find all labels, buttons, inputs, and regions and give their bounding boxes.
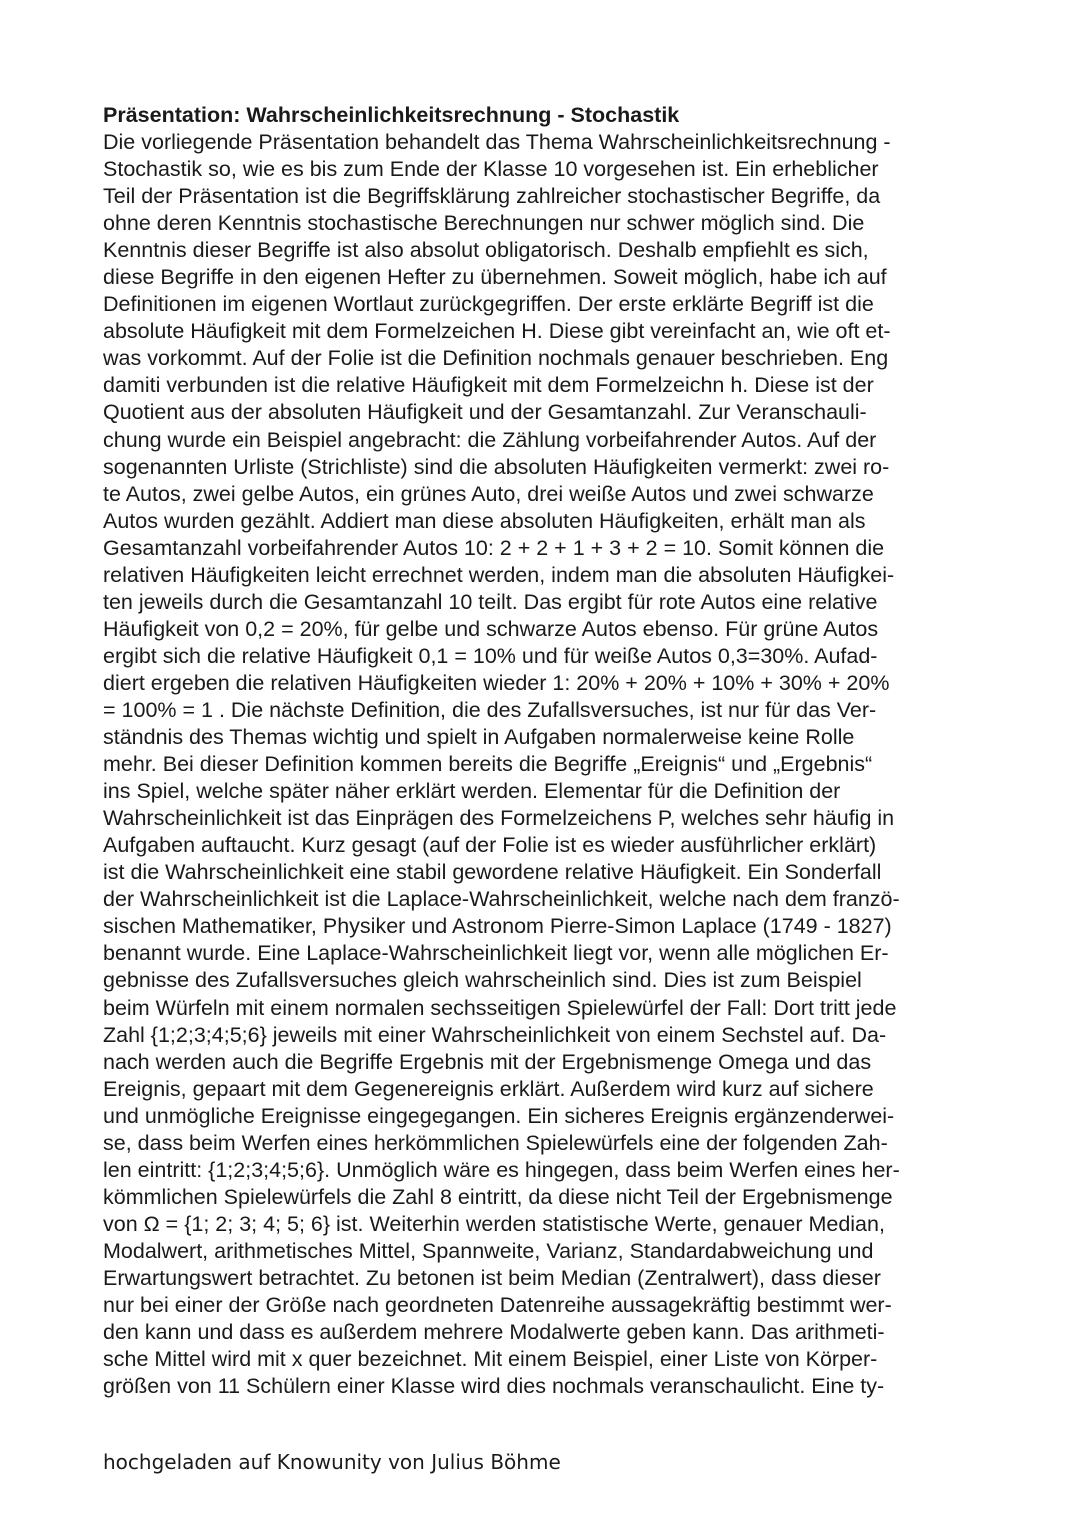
body-text-line: Kenntnis dieser Begriffe ist also absolut obligatorisch. Deshalb empfiehlt es sich,: [103, 238, 869, 263]
body-text-line: = 100% = 1 . Die nächste Definition, die des Zufallsversuches, ist nur für das Ver-: [103, 697, 877, 722]
body-text-line: Die vorliegende Präsentation behandelt das Thema Wahrscheinlichkeitsrechnung -: [103, 130, 891, 154]
body-text-line: was vorkommt. Auf der Folie ist die Definition nochmals genauer beschrieben. Eng: [103, 346, 889, 371]
body-text-line: se, dass beim Werfen eines herkömmlichen Spielewürfels eine der folgenden Zah-: [103, 1130, 888, 1155]
body-text-line: Aufgaben auftaucht. Kurz gesagt (auf der Folie ist es wieder ausführlicher erklärt): [103, 833, 877, 858]
body-text-line: Definitionen im eigenen Wortlaut zurückgegriffen. Der erste erklärte Begriff ist die: [103, 292, 874, 317]
body-text-line: Quotient aus der absoluten Häufigkeit und der Gesamtanzahl. Zur Veranschauli-: [103, 400, 867, 425]
body-text-line: von Ω = {1; 2; 3; 4; 5; 6} ist. Weiterhin werden statistische Werte, genauer Median,: [103, 1211, 885, 1236]
body-text-line: den kann und dass es außerdem mehrere Modalwerte geben kann. Das arithmeti-: [103, 1320, 885, 1345]
body-text-line: absolute Häufigkeit mit dem Formelzeichen H. Diese gibt vereinfacht an, wie oft et-: [103, 319, 891, 344]
body-text-line: Erwartungswert betrachtet. Zu betonen ist beim Median (Zentralwert), dass dieser: [103, 1265, 881, 1290]
body-text-line: Wahrscheinlichkeit ist das Einprägen des Formelzeichens P, welches sehr häufig in: [103, 806, 895, 831]
document-body: [103, 129, 1003, 1400]
body-text-line: Gesamtanzahl vorbeifahrender Autos 10: 2 + 2 + 1 + 3 + 2 = 10. Somit können die: [103, 535, 885, 560]
body-text-line: relativen Häufigkeiten leicht errechnet werden, indem man die absoluten Häufigkei-: [103, 562, 895, 587]
body-text-line: diese Begriffe in den eigenen Hefter zu übernehmen. Soweit möglich, habe ich auf: [103, 265, 887, 290]
body-text-line: Zahl {1;2;3;4;5;6} jeweils mit einer Wahrscheinlichkeit von einem Sechstel auf. Da-: [103, 1022, 887, 1047]
body-text-line: te Autos, zwei gelbe Autos, ein grünes Auto, drei weiße Autos und zwei schwarze: [103, 481, 874, 506]
body-text-line: benannt wurde. Eine Laplace-Wahrscheinlichkeit liegt vor, wenn alle möglichen Er-: [103, 941, 889, 966]
body-text-line: Modalwert, arithmetisches Mittel, Spannweite, Varianz, Standardabweichung und: [103, 1238, 874, 1263]
document-title: Präsentation: Wahrscheinlichkeitsrechnung - Stochastik: [103, 103, 680, 127]
body-text-line: Stochastik so, wie es bis zum Ende der Klasse 10 vorgesehen ist. Ein erheblicher: [103, 157, 879, 182]
body-text-line: ist die Wahrscheinlichkeit eine stabil gewordene relative Häufigkeit. Ein Sonderfall: [103, 860, 882, 885]
body-text-line: der Wahrscheinlichkeit ist die Laplace-Wahrscheinlichkeit, welche nach dem franzö-: [103, 887, 900, 912]
body-text-line: ohne deren Kenntnis stochastische Berechnungen nur schwer möglich sind. Die: [103, 211, 865, 236]
body-text-line: sogenannten Urliste (Strichliste) sind die absoluten Häufigkeiten vermerkt: zwei ro-: [103, 454, 890, 479]
body-text-line: beim Würfeln mit einem normalen sechsseitigen Spielewürfel der Fall: Dort tritt jede: [103, 995, 897, 1020]
body-text-line: len eintritt: {1;2;3;4;5;6}. Unmöglich wäre es hingegen, dass beim Werfen eines her-: [103, 1157, 900, 1182]
body-text-line: sche Mittel wird mit x quer bezeichnet. Mit einem Beispiel, einer Liste von Körper-: [103, 1347, 878, 1372]
body-text-line: Teil der Präsentation ist die Begriffsklärung zahlreicher stochastischer Begriffe, da: [103, 184, 881, 209]
body-text-line: größen von 11 Schülern einer Klasse wird dies nochmals veranschaulicht. Eine ty-: [103, 1374, 885, 1399]
body-text-line: chung wurde ein Beispiel angebracht: die Zählung vorbeifahrender Autos. Auf der: [103, 427, 877, 452]
body-text-line: Autos wurden gezählt. Addiert man diese absoluten Häufigkeiten, erhält man als: [103, 508, 866, 533]
body-text-line: Ereignis, gepaart mit dem Gegenereignis erklärt. Außerdem wird kurz auf sichere: [103, 1076, 874, 1101]
body-text-line: gebnisse des Zufallsversuches gleich wahrscheinlich sind. Dies ist zum Beispiel: [103, 968, 862, 993]
body-text-line: ten jeweils durch die Gesamtanzahl 10 teilt. Das ergibt für rote Autos eine relative: [103, 589, 878, 614]
body-text-line: ergibt sich die relative Häufigkeit 0,1 = 10% und für weiße Autos 0,3=30%. Aufad-: [103, 643, 878, 668]
body-text-line: kömmlichen Spielewürfels die Zahl 8 eintritt, da diese nicht Teil der Ergebnismenge: [103, 1184, 893, 1209]
body-text-line: ins Spiel, welche später näher erklärt werden. Elementar für die Definition der: [103, 779, 841, 804]
body-text-line: diert ergeben die relativen Häufigkeiten wieder 1: 20% + 20% + 10% + 30% + 20%: [103, 670, 890, 695]
body-text-line: nur bei einer der Größe nach geordneten Datenreihe aussagekräftig bestimmt wer-: [103, 1293, 892, 1318]
body-text-line: damiti verbunden ist die relative Häufigkeit mit dem Formelzeichn h. Diese ist der: [103, 373, 874, 398]
body-text-line: ständnis des Themas wichtig und spielt in Aufgaben normalerweise keine Rolle: [103, 725, 855, 750]
body-text-line: und unmögliche Ereignisse eingegegangen. Ein sicheres Ereignis ergänzenderwei-: [103, 1103, 895, 1128]
body-text-line: Häufigkeit von 0,2 = 20%, für gelbe und schwarze Autos ebenso. Für grüne Autos: [103, 616, 879, 641]
body-text-line: mehr. Bei dieser Definition kommen bereits die Begriffe „Ereignis“ und „Ergebnis“: [103, 752, 873, 777]
body-text-line: sischen Mathematiker, Physiker und Astronom Pierre-Simon Laplace (1749 - 1827): [103, 914, 892, 939]
body-text-line: nach werden auch die Begriffe Ergebnis mit der Ergebnismenge Omega und das: [103, 1049, 872, 1074]
upload-footer: hochgeladen auf Knowunity von Julius Böhme: [103, 1450, 561, 1474]
